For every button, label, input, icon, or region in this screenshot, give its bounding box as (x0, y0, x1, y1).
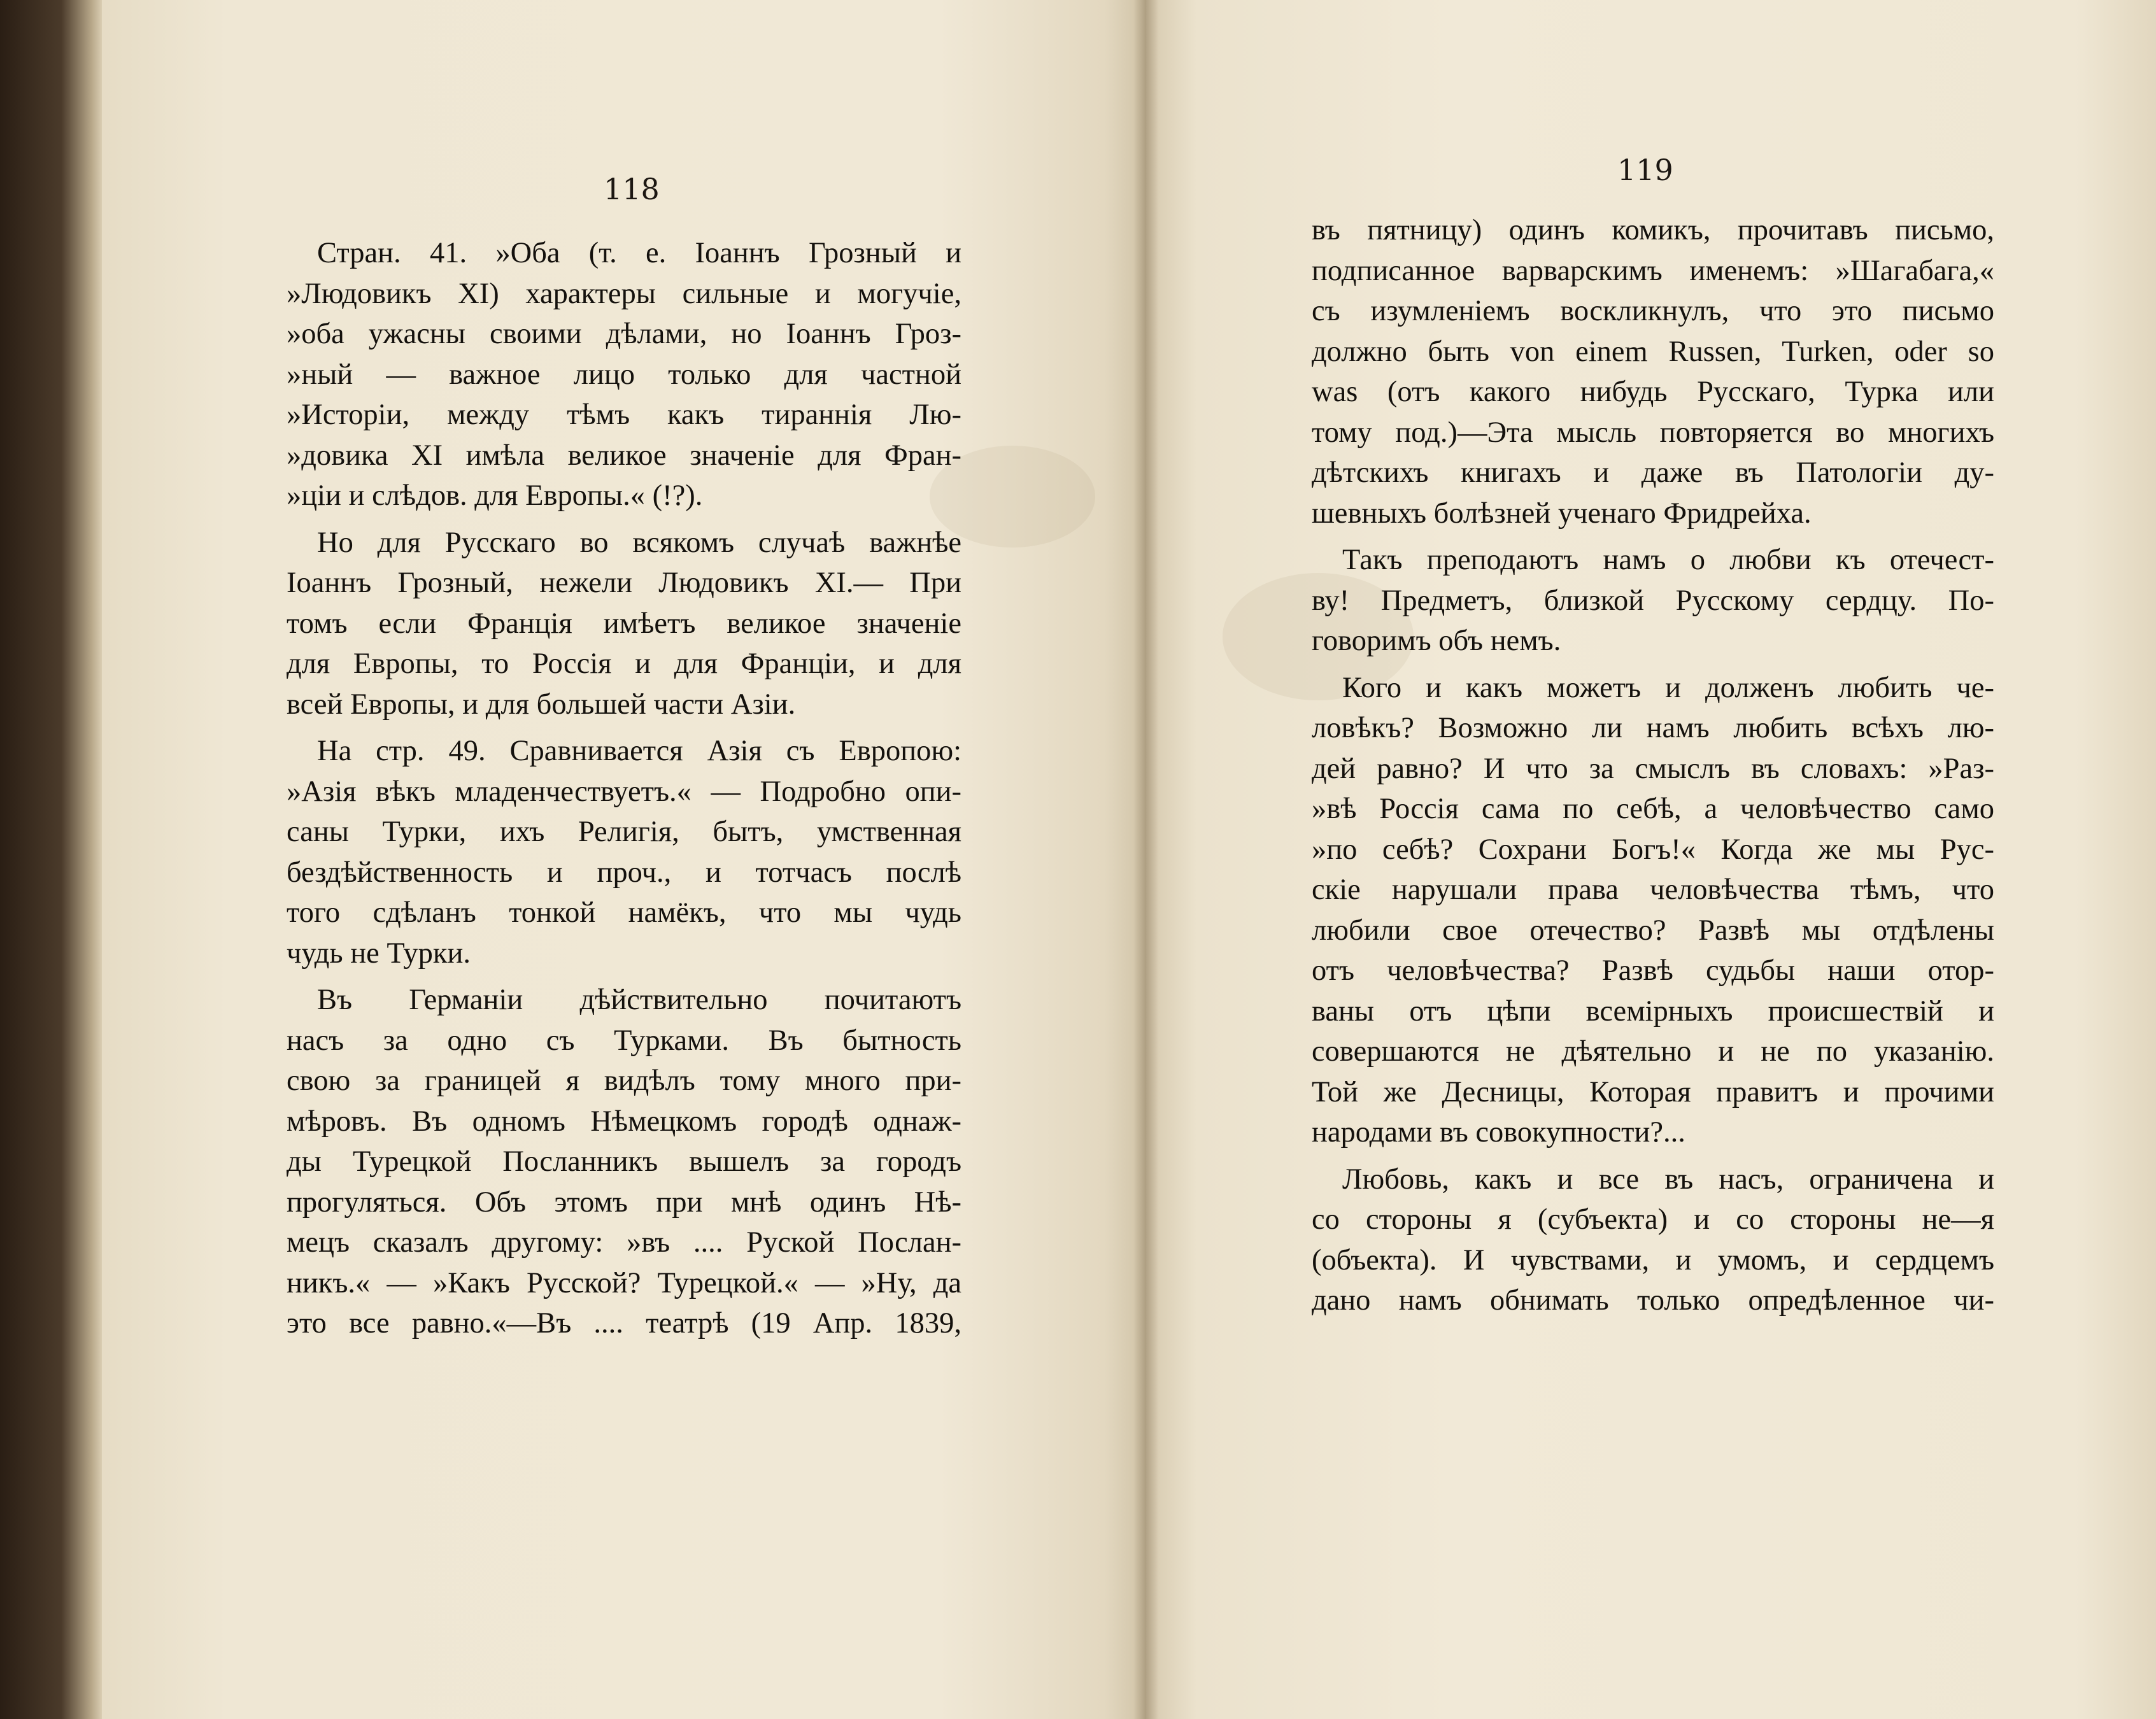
text-line: свою за границей я видѣлъ тому много при- (287, 1065, 961, 1097)
text-line: насъ за одно съ Турками. Въ бытность (287, 1024, 961, 1057)
text-line: ваны отъ цѣпи всемірныхъ происшествій и (1312, 994, 1994, 1028)
right-page-text (1312, 210, 1994, 1321)
text-line: »ный — важное лицо только для частной (287, 358, 961, 391)
text-line: ловѣкъ? Возможно ли намъ любить всѣхъ лю- (1312, 712, 1994, 744)
text-line: мѣровъ. Въ одномъ Нѣмецкомъ городѣ однаж- (287, 1105, 961, 1138)
text-line: саны Турки, ихъ Религія, бытъ, умственная (287, 816, 961, 848)
text-line: »оба ужасны своими дѣлами, но Іоаннъ Гроз- (287, 318, 961, 350)
text-line: Стран. 41. »Оба (т. е. Іоаннъ Грозный и (317, 237, 961, 269)
text-line: тому под.)—Эта мысль повторяется во многихъ (1312, 416, 1994, 449)
text-line: того сдѣланъ тонкой намёкъ, что мы чудь (287, 896, 961, 929)
paragraph-gap (1312, 534, 1994, 540)
text-line: На стр. 49. Сравнивается Азія съ Европою: (317, 735, 961, 767)
text-line: отъ человѣчества? Развѣ судьбы наши отор- (1312, 954, 1994, 987)
text-line: совершаются не дѣятельно и не по указанію. (1312, 1035, 1994, 1068)
text-line: чудь не Турки. (287, 937, 471, 970)
text-line: »Людовикъ XI) характеры сильные и могучіе, (287, 277, 961, 310)
text-line: бездѣйственность и проч., и тотчасъ послѣ (287, 856, 961, 889)
text-line: мецъ сказалъ другому: »въ .... Руской Послан- (287, 1226, 961, 1259)
text-line: шевныхъ болѣзней ученаго Фридрейха. (1312, 497, 1812, 530)
text-line: говоримъ объ немъ. (1312, 625, 1561, 657)
text-line: (объекта). И чувствами, и умомъ, и сердцемъ (1312, 1243, 1994, 1277)
text-line: »ціи и слѣдов. для Европы.« (!?). (287, 479, 703, 512)
page-number-left: 118 (604, 172, 660, 206)
text-line: Той же Десницы, Которая правитъ и прочими (1312, 1075, 1994, 1108)
text-line: томъ если Франція имѣетъ великое значеніе (287, 607, 961, 640)
text-line: подписанное варварскимъ именемъ: »Шагабага,« (1312, 254, 1994, 287)
paragraph-gap (287, 516, 961, 523)
text-line: прогуляться. Объ этомъ при мнѣ одинъ Нѣ- (287, 1185, 961, 1219)
text-line: народами въ совокупности?... (1312, 1116, 1685, 1149)
text-line: Но для Русскаго во всякомъ случаѣ важнѣе (317, 526, 961, 559)
text-line: дано намъ обнимать только опредѣленное чи- (1312, 1284, 1994, 1317)
paragraph-gap (287, 725, 961, 731)
text-line: для Европы, то Россія и для Франціи, и для (287, 647, 961, 680)
text-line: никъ.« — »Какъ Русской? Турецкой.« — »Ну, да (287, 1266, 961, 1299)
text-line: »Исторіи, между тѣмъ какъ тираннія Лю- (287, 399, 961, 431)
text-line: »по себѣ? Сохрани Богъ!« Когда же мы Рус- (1312, 833, 1994, 866)
paragraph-gap (1312, 661, 1994, 668)
text-line: ды Турецкой Посланникъ вышелъ за городъ (287, 1145, 961, 1178)
book-edge (0, 0, 102, 1719)
text-line: всей Европы, и для большей части Азіи. (287, 688, 796, 721)
text-line: ву! Предметъ, близкой Русскому сердцу. По- (1312, 584, 1994, 617)
text-line: должно быть von einem Russen, Turken, oder so (1312, 335, 1994, 368)
text-line: »довика XI имѣла великое значеніе для Фран- (287, 439, 961, 472)
text-line: Кого и какъ можетъ и долженъ любить че- (1342, 671, 1994, 704)
text-line: »вѣ Россія сама по себѣ, а человѣчество само (1312, 793, 1994, 825)
text-line: was (отъ какого нибудь Русскаго, Турка или (1312, 376, 1994, 408)
text-line: это все равно.«—Въ .... театрѣ (19 Апр. 1839, (287, 1307, 961, 1340)
text-line: Любовь, какъ и все въ насъ, ограничена и (1342, 1163, 1994, 1196)
text-line: въ пятницу) одинъ комикъ, прочитавъ письмо, (1312, 214, 1994, 246)
text-line: любили свое отечество? Развѣ мы отдѣлены (1312, 914, 1994, 947)
text-line: Такъ преподаютъ намъ о любви къ отечест- (1342, 544, 1994, 576)
text-line: съ изумленіемъ воскликнулъ, что это письмо (1312, 295, 1994, 327)
left-page-text (287, 233, 961, 1344)
text-line: дѣтскихъ книгахъ и даже въ Патологіи ду- (1312, 456, 1994, 489)
book-gutter (1133, 0, 1159, 1719)
text-line: дей равно? И что за смыслъ въ словахъ: »Раз- (1312, 752, 1994, 785)
text-line: Іоаннъ Грозный, нежели Людовикъ XI.— При (287, 567, 961, 599)
text-line: »Азія вѣкъ младенчествуетъ.« — Подробно опи- (287, 775, 961, 808)
text-line: Въ Германіи дѣйствительно почитаютъ (317, 984, 961, 1016)
page-number-right: 119 (1617, 153, 1673, 187)
text-line: со стороны я (субъекта) и со стороны не—я (1312, 1203, 1994, 1236)
paragraph-gap (1312, 1153, 1994, 1159)
paragraph-gap (287, 973, 961, 980)
text-line: скіе нарушали права человѣчества тѣмъ, что (1312, 874, 1994, 906)
